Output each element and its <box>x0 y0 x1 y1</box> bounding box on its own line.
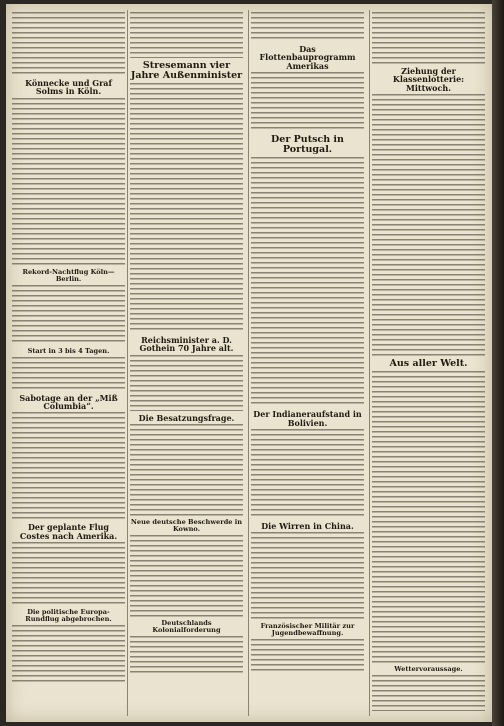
article-text <box>372 12 485 64</box>
article-headline: Die Besatzungsfrage. <box>138 412 235 423</box>
column-3 <box>251 10 364 718</box>
article-headline: Der geplante Flug Costes nach Amerika. <box>19 522 118 541</box>
article-headline: Der Indianeraufstand in Bolivien. <box>253 409 362 428</box>
article-headline: Ziehung der Klassenlotterie: Mittwoch. <box>392 66 465 93</box>
article-text <box>130 355 243 411</box>
article-text <box>372 675 485 711</box>
article-headline: Der Putsch in Portugal. <box>271 134 344 156</box>
article-headline: Das Flottenbauprogramm Amerikas <box>259 44 356 71</box>
article-text <box>251 639 364 671</box>
article-text <box>130 535 243 617</box>
article-headline: Rekord-Nachtflug Köln—Berlin. <box>22 267 115 283</box>
article-headline: Könnecke und Graf Solms in Köln. <box>25 78 112 97</box>
column-rule <box>248 10 249 716</box>
article-text <box>12 542 125 606</box>
article-text <box>12 412 125 520</box>
article-headline: Sabotage an der „Miß Columbia“. <box>19 392 118 411</box>
article-text <box>12 285 125 345</box>
article-headline: Deutschlands Kolonialforderung <box>152 618 221 634</box>
column-rule <box>369 10 370 716</box>
article-text <box>130 424 243 516</box>
article-headline: Reichsminister a. D. Gothein 70 Jahre alt. <box>139 334 234 354</box>
column-rule <box>127 10 128 716</box>
article-text <box>12 12 125 76</box>
article-headline: Die Wirren in China. <box>261 520 354 531</box>
article-text <box>251 157 364 407</box>
article-text <box>12 98 125 266</box>
article-headline: Die politische Europa-Rundflug abgebrochen. <box>25 608 112 624</box>
article-text <box>251 429 364 519</box>
article-text <box>251 12 364 42</box>
article-headline: Französischer Militär zur Jugendbewaffnung. <box>260 622 355 638</box>
article-text <box>372 94 485 356</box>
article-headline: Start in 3 bis 4 Tagen. <box>27 346 110 355</box>
newspaper-page <box>6 4 492 722</box>
article-text <box>12 625 125 685</box>
article-text <box>372 371 485 663</box>
column-1 <box>12 10 125 718</box>
article-text <box>130 636 243 676</box>
article-headline: Neue deutsche Beschwerde in Kowno. <box>130 518 243 534</box>
article-text <box>12 357 125 391</box>
page-binding-edge <box>492 0 504 726</box>
column-2 <box>130 10 243 718</box>
column-4 <box>372 10 485 718</box>
article-text <box>130 83 243 333</box>
article-headline: Wettervoraussage. <box>394 665 463 674</box>
article-headline: Stresemann vier Jahre Außenminister <box>130 60 243 81</box>
article-text <box>251 532 364 620</box>
article-text <box>130 12 243 58</box>
article-headline: Aus aller Welt. <box>389 358 468 370</box>
article-text <box>251 72 364 132</box>
